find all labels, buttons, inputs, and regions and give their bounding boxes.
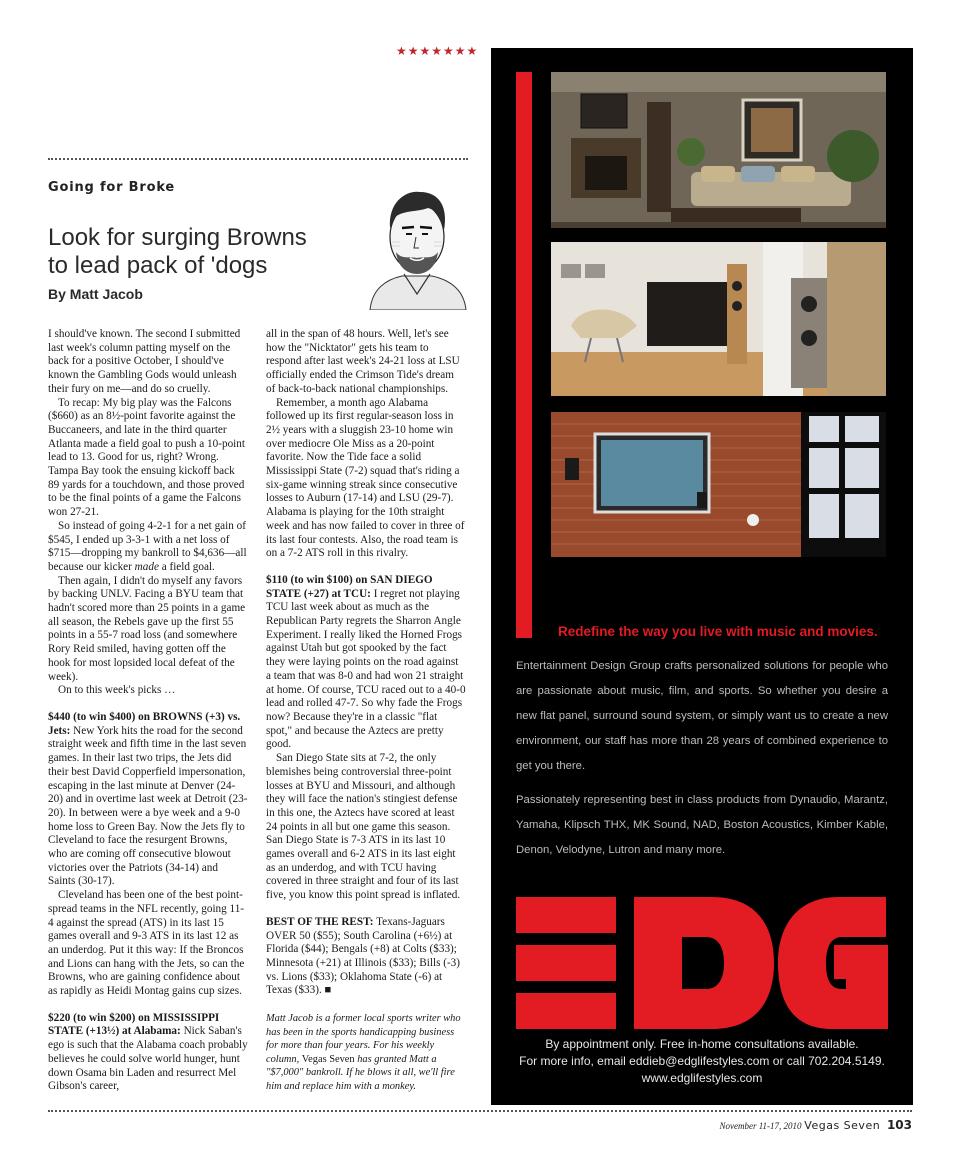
pick-paragraph: $440 (to win $400) on BROWNS (+3) vs. Jets: New York hits the road for the second straight week and fifth time in the last seven games. In their last two trips, the Jets did their best David Copperfield impersonation, escaping in the last minute at Denver (24-20) and in overtime last week at Detroit (23-20). In between were a bye week and a 9-0 home loss to Green Bay. Now the Jets fly to Cleveland to face the resurgent Browns, who are coming off consecutive blowout victories over the Patriots (34-14) and Saints (30-17). bbox=[48, 710, 248, 888]
paragraph: all in the span of 48 hours. Well, let's see how the "Nicktator" gets his team to respond after last week's 24-21 loss at LSU officially ended the Crimson Tide's dream of back-to-back national championships. bbox=[266, 328, 460, 395]
magazine-name: Vegas Seven bbox=[804, 1119, 881, 1132]
pick-heading: $220 (to win $200) on MISSISSIPPI STATE (+13½) at Alabama: bbox=[48, 1011, 220, 1038]
pick-heading: BEST OF THE REST: bbox=[266, 915, 374, 928]
paragraph: So instead of going 4-2-1 for a net gain of $545, I ended up 3-3-1 with a net loss of $715—dropping my bankroll to $4,636—all because our kicker made a field goal. bbox=[48, 519, 247, 573]
brick-wall-tv-photo bbox=[551, 412, 886, 557]
pick-heading: $440 (to win $400) on BROWNS (+3) vs. Jets: bbox=[48, 710, 241, 737]
pick-paragraph: BEST OF THE REST: Texans-Jaguars OVER 50 ($55); South Carolina (+6½) at Florida ($44); Bengals (+8) at Colts ($33); Minnesota (+21) at Illinois ($33); Bills (-3) vs. Lions ($33); Oklahoma State (-6) at Texas ($33). ■ bbox=[266, 915, 460, 997]
home-theater-speakers-photo bbox=[551, 242, 886, 396]
issue-date: November 11-17, 2010 bbox=[719, 1121, 802, 1131]
ad-description: Entertainment Design Group crafts personalized solutions for people who are passionate about music, film, and sports. So whether you desire a new flat panel, surround sound system, or simply want us to create a new environment, our staff has more than 28 years of combined experience to get you there. bbox=[516, 660, 888, 772]
paragraph: Then again, I didn't do myself any favors by backing UNLV. Facing a BYU team that hadn't scored more than 25 points in a game all season, the Rebels gave up the first 55 points in a 55-7 road loss (and somewhere Rory Reid smiled, having gotten off the hook for most lopsided local defeat of the week). bbox=[48, 574, 246, 683]
pick-paragraph: $110 (to win $100) on SAN DIEGO STATE (+27) at TCU: I regret not playing TCU last week about as much as the Republican Party regrets the Sharron Angle Experiment. I really liked the Horned Frogs against Utah but got spooked by the fact they were laying points on the road against a team that was 8-0 and had won 21 straight at home. Of course, TCU raced out to a 40-0 lead and rolled 47-7. So why fade the Frogs now? Because they're in a classic "flat spot," and because the Aztecs are pretty good. bbox=[266, 573, 466, 751]
paragraph: On to this week's picks … bbox=[58, 684, 176, 697]
page-footer bbox=[719, 1118, 912, 1132]
headline-line-1: Look for surging Browns bbox=[48, 224, 307, 251]
paragraph: To recap: My big play was the Falcons ($660) as an 8½-point favorite against the Buccaneers, and late in the third quarter Atlanta made a field goal to push a 10-point lead to 13. Good for us, right? Wrong. Tampa Bay took the ensuing kickoff back 89 yards for a touchdown, and those proved to be the final points of a game the Falcons won 27-21. bbox=[48, 396, 245, 519]
ad-contact-line: By appointment only. Free in-home consultations available. bbox=[545, 1037, 859, 1051]
dotted-divider bbox=[48, 158, 468, 160]
headline bbox=[48, 224, 348, 280]
article-column-1 bbox=[48, 328, 248, 1094]
ad-website-link[interactable]: www.edglifestyles.com bbox=[641, 1071, 763, 1085]
paragraph: Cleveland has been one of the best point-spread teams in the NFL recently, going 11-4 against the spread (ATS) in its last 15 games overall and 9-3 ATS in its last 12 as an underdog. Put it this way: If the Broncos and Lions can hang with the Jets, so can the Browns, who are gaining confidence about as rapidly as Heidi Montag gains cup sizes. bbox=[48, 889, 245, 998]
pick-heading: $110 (to win $100) on SAN DIEGO STATE (+27) at TCU: bbox=[266, 573, 433, 600]
edg-logo bbox=[516, 893, 888, 1033]
page-number: 103 bbox=[886, 1118, 912, 1132]
paragraph: I should've known. The second I submitted last week's column patting myself on the back for a positive October, I should've known the Gambling Gods would unleash their fury on me—and do so cruelly. bbox=[48, 328, 241, 395]
living-room-photo bbox=[551, 72, 886, 228]
decorative-stars: ★★★★★★★ bbox=[396, 44, 479, 58]
ad-tagline: Redefine the way you live with music and movies. bbox=[558, 624, 878, 639]
paragraph: San Diego State sits at 7-2, the only blemishes being controversial three-point losses at BYU and Missouri, and although they will face the nation's stingiest defense in this one, the Aztecs have scored at least 24 points in all but one game this season. San Diego State is 7-3 ATS in its last 10 games overall and 6-2 ATS in its last eight as an underdog, and with TCU having covered in three straight and four of its last five, you know this point spread is inflated. bbox=[266, 752, 461, 902]
byline: By Matt Jacob bbox=[48, 286, 143, 302]
headline-line-2: to lead pack of 'dogs bbox=[48, 252, 268, 279]
author-portrait-illustration bbox=[362, 182, 472, 310]
ad-brands-list: Passionately representing best in class products from Dynaudio, Marantz, Yamaha, Klipsch THX, MK Sound, NAD, Boston Acoustics, Kimber Kable, Denon, Velodyne, Lutron and many more. bbox=[516, 794, 888, 856]
paragraph: Remember, a month ago Alabama followed up its first regular-season loss in 2½ years with a sluggish 23-10 home win over mediocre Ole Miss as a 20-point favorite. Now the Tide face a solid Mississippi State (7-2) squad that's riding a six-game winning streak since consecutive losses to Auburn (17-14) and LSU (29-7). Alabama is playing for the 10th straight week and has now failed to cover in three of its last four contests. Also, the road team is on a 7-2 ATS roll in this rivalry. bbox=[266, 396, 465, 560]
ad-contact-email-phone[interactable]: For more info, email eddieb@edglifestyles.com or call 702.204.5149. bbox=[519, 1054, 885, 1068]
edg-advertisement[interactable] bbox=[491, 48, 913, 1105]
dotted-divider bbox=[48, 1110, 912, 1112]
article-column-2 bbox=[266, 328, 466, 1093]
ad-red-bar bbox=[516, 72, 532, 638]
author-note: Matt Jacob is a former local sports writer who has been in the sports handicapping business for more than four years. For his weekly column, Vegas Seven has granted Matt a "$7,000" bankroll. If he blows it all, we'll fire him and replace him with a monkey. bbox=[266, 1013, 461, 1092]
section-label: Going for Broke bbox=[48, 180, 176, 195]
pick-paragraph: $220 (to win $200) on MISSISSIPPI STATE (+13½) at Alabama: Nick Saban's ego is such that the Alabama coach probably believes he could solve world hunger, hunt down Osama bin Laden and resurrect Mel Gibson's career, bbox=[48, 1011, 248, 1093]
